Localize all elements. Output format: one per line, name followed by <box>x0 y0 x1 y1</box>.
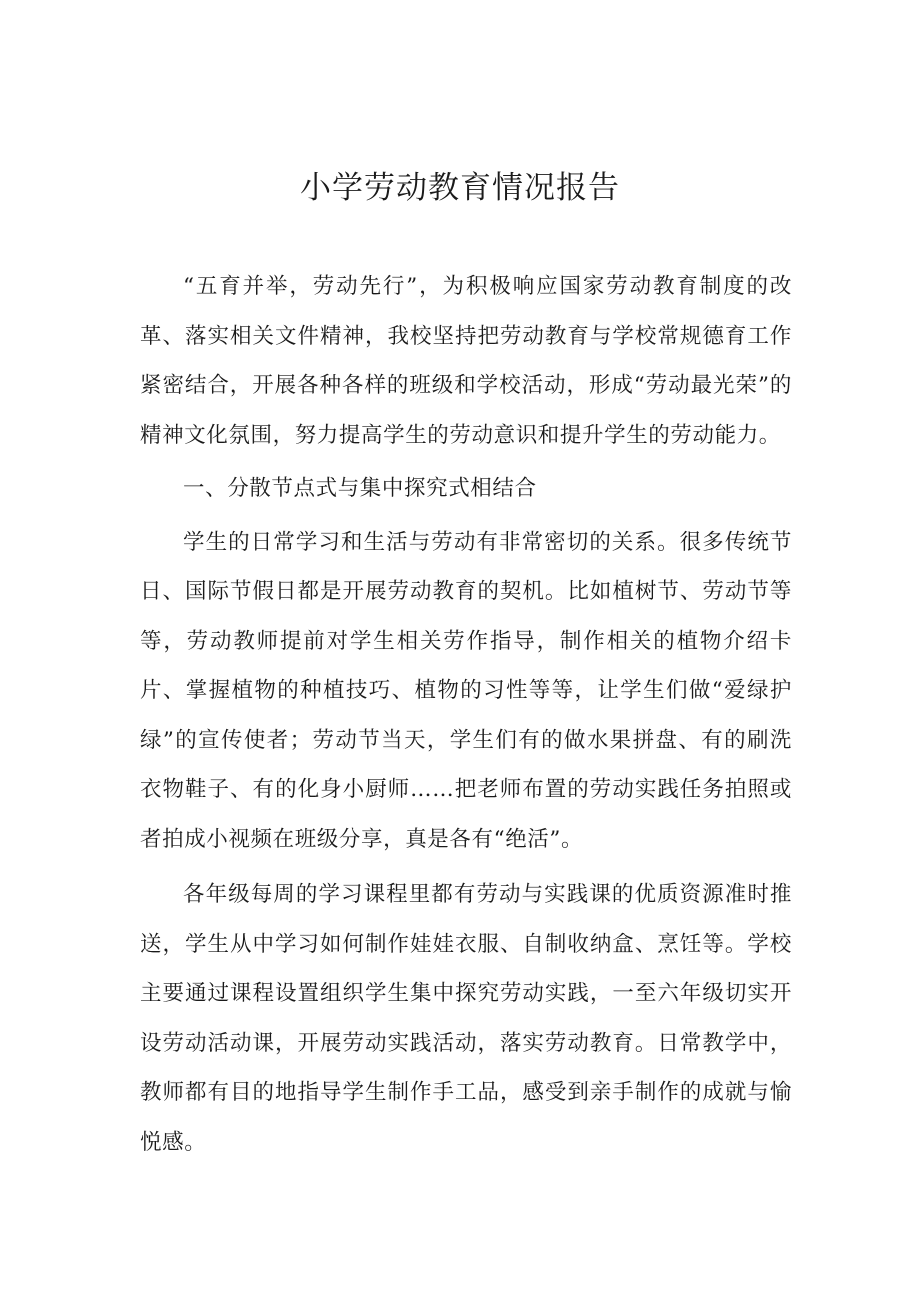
section-heading: 一、分散节点式与集中探究式相结合 <box>183 476 537 501</box>
section-paragraph-1: 学生的日常学习和生活与劳动有非常密切的关系。很多传统节日、国际节假日都是开展劳动教育的契机。比如植树节、劳动节等等，劳动教师提前对学生相关劳作指导，制作相关的植物介绍卡片、掌握植物的种植技巧、植物的习性等等，让学生们做“爱绿护绿”的宣传使者；劳动节当天，学生们有的做水果拼盘、有的刷洗衣物鞋子、有的化身小厨师……把老师布置的劳动实践任务拍照或者拍成小视频在班级分享，真是各有“绝活”。 <box>140 529 792 852</box>
intro-paragraph: “五育并举，劳动先行”，为积极响应国家劳动教育制度的改革、落实相关文件精神，我校坚持把劳动教育与学校常规德育工作紧密结合，开展各种各样的班级和学校活动，形成“劳动最光荣”的精神文化氛围，努力提高学生的劳动意识和提升学生的劳动能力。 <box>140 274 792 448</box>
document-body <box>140 262 792 1167</box>
document-title: 小学劳动教育情况报告 <box>300 170 620 206</box>
section-paragraph-2: 各年级每周的学习课程里都有劳动与实践课的优质资源准时推送，学生从中学习如何制作娃娃衣服、自制收纳盒、烹饪等。学校主要通过课程设置组织学生集中探究劳动实践，一至六年级切实开设劳动活动课，开展劳动实践活动，落实劳动教育。日常教学中，教师都有目的地指导学生制作手工品，感受到亲手制作的成就与愉悦感。 <box>140 882 792 1155</box>
